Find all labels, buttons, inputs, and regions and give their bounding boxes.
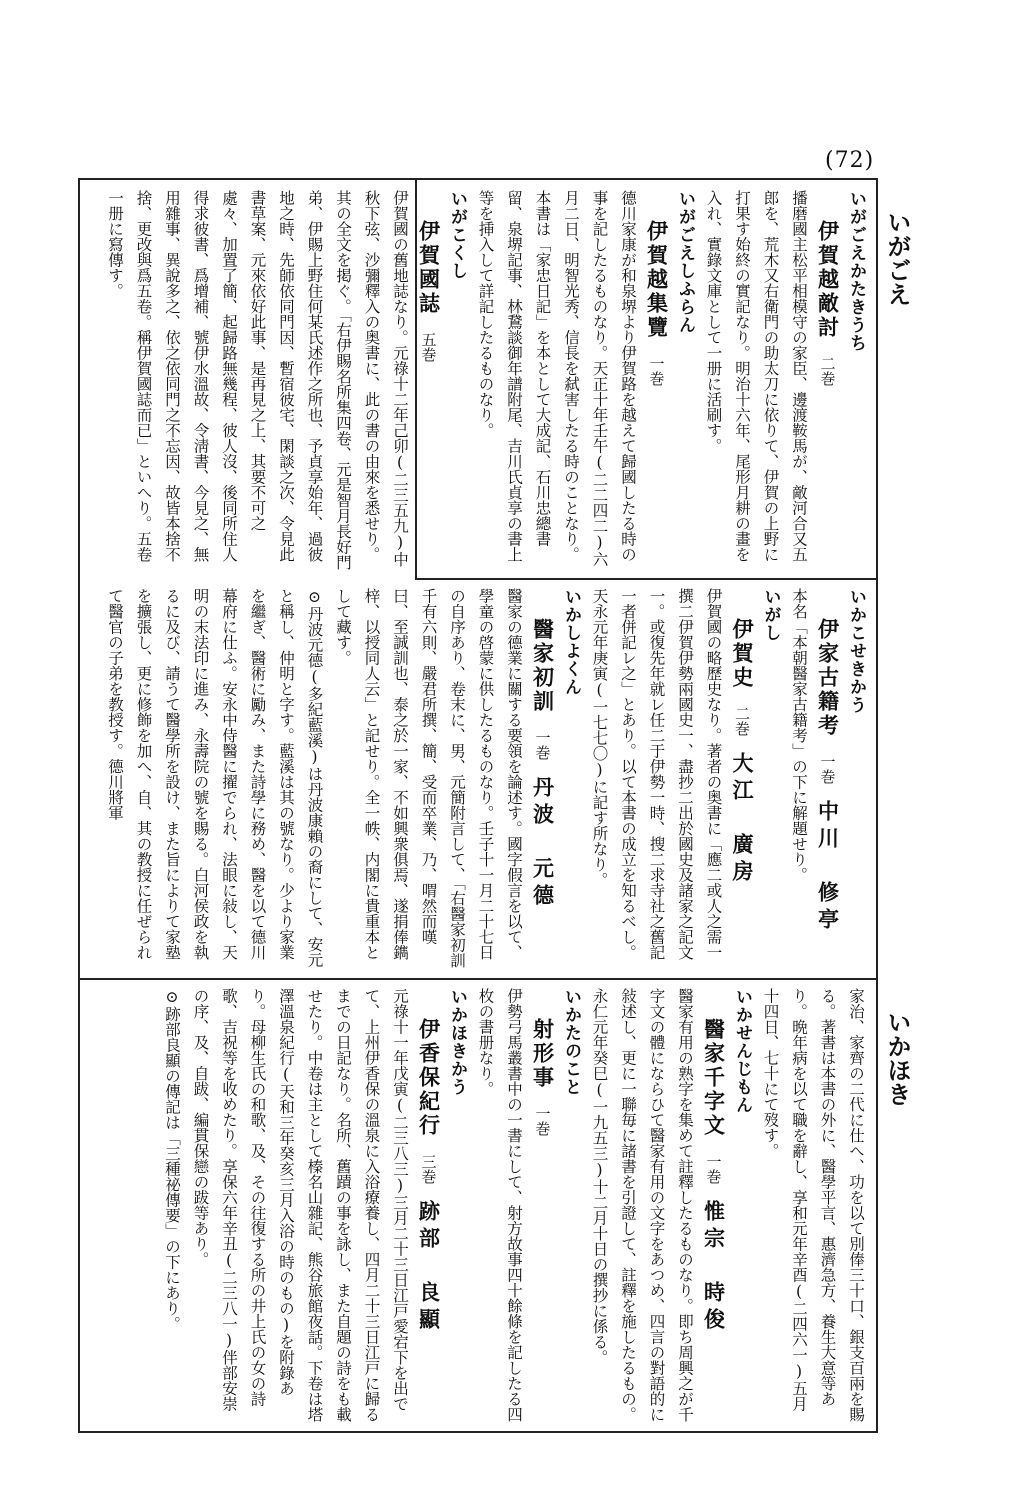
entry-reading: いかせんじもん — [732, 988, 752, 1114]
entry-title: 伊賀越敵討 — [815, 220, 841, 340]
entry-author: 丹波 元德 — [530, 776, 556, 911]
entry-body: 伊賀國の略歷史なり。著者の奥書に「應二或人之需一撰二伊賀伊勢兩國史一、盡抄二出於國史及諸家之記文一。或復先年就レ任二于伊勢一時、搜二求寺社之舊記一者併記レ之」とあり。以て本書の成立を知るべし。天永元年庚寅(一七七〇)に記す所なり。 — [590, 588, 723, 960]
entry-body: 醫家の德業に關する要領を論述す。國字假言を以て、學童の啓蒙に供したるものなり。壬子十一月二十七日の自序あり、卷末に、男、元簡附言して、「右醫家初訓千有六則、嚴君所撰、簡、受而卒業、乃、喟然而嘆曰、至誠訓也、泰之於一家、不如興衆俱焉、遂捐俸鐫梓、以授同人云」と記せり。全一帙、内閣に貴重本として藏す。 — [334, 588, 523, 968]
entry-volumes: 一巻 — [818, 754, 837, 784]
entry — [471, 988, 585, 1424]
entry-volumes: 二巻 — [818, 356, 837, 386]
entry-head — [642, 190, 671, 570]
entry — [101, 588, 586, 970]
entry-reading: いかたのこと — [561, 988, 581, 1096]
entry-reading: いかこせきかう — [846, 588, 866, 714]
entry — [756, 988, 870, 1424]
entry-reading: いかほきかう — [447, 988, 467, 1096]
entry-volumes: 一巻 — [704, 1154, 723, 1184]
block-top-right — [106, 190, 870, 570]
entry-head — [813, 588, 842, 970]
entry-reading: いがごえしふらん — [675, 190, 695, 334]
entry-volumes: 一巻 — [533, 730, 552, 760]
entry-head — [699, 988, 728, 1424]
entry-body: 家治、家齊の二代に仕へ、功を以て別俸三十口、銀支百兩を賜る。著書は本書の外に、醫學平言、惠濟急方、養生大意等あり。晩年病を以て職を辭し、享和元年辛酉(二四六一)五月十四日、七十にて歿す。 — [761, 988, 865, 1422]
entry-body: 本名「本朝醫家古籍考」の下に解題せり。 — [790, 588, 808, 883]
entry-body: 伊賀國の舊地誌なり。元祿十二年己卯(二三五九)中秋下弦、沙彌釋入の奥書に、此の書の由來を悉せり。其の全文を掲ぐ。「右伊賜名所集四卷、元是智月長好門弟、伊賜上野住何某氏述作之所也、予貞享始年、過彼地之時、先師依同門因、暫宿彼宅、閑談之次、令見此書草案、元來依好此事、是再見之上、其要不可之處々、加置了簡、起歸路無幾程、彼人沒、後同所住人得求彼書、爲增補、號伊水溫故、令淸書、今見之、無用雜事、異說多之、依之依同門之不忘因、故皆本捨不捨、更改與爲五卷。稱伊賀國誌而已」といへり。五卷一册に寫傳す。 — [106, 190, 409, 570]
entry-title: 醫家初訓 — [530, 618, 556, 714]
entry-title: 伊香保紀行 — [416, 1018, 442, 1138]
entry — [699, 190, 870, 570]
entry-volumes: 三巻 — [419, 1154, 438, 1184]
entry-author: 跡部 良顯 — [416, 1200, 442, 1335]
entry-reading: いがし — [760, 588, 781, 642]
entry-head — [728, 588, 757, 970]
entry-head — [414, 988, 443, 1424]
entry — [471, 190, 699, 570]
section-label-lower: いかほき — [883, 1010, 912, 1106]
entry-title: 伊賀國誌 — [416, 220, 442, 316]
entry-volumes: 五巻 — [419, 332, 438, 362]
entry-note: ⊙跡部良顯の傳記は「三種祕傳要」の下にあり。 — [163, 988, 181, 1332]
entry-title: 醫家千字文 — [701, 1018, 727, 1138]
entry-body: 播磨國主松平相模守の家臣、邊渡鞍馬が、敵河合又五郎を、荒木又右衛門の助太刀に依りて、伊賀の上野に打果す始終の實記なり。明治十六年、尾形月耕の畫を入れ、實錄文庫として一册に活刷す。 — [704, 190, 808, 562]
entry-author: 中川 修亭 — [815, 800, 841, 935]
entry-body: 醫家有用の熟字を集めて註釋したるものなり。即ち周興之が千字文の體にならひて醫家有用の文字をあつめ、四言の對語的に敍述し、更に一聯毎に諸書を引證して、註釋を施したるもの。永仁元年癸巳(一九五三)十二月十日の撰抄に係る。 — [590, 988, 694, 1422]
entry-body: 伊勢弓馬叢書中の一書にして、射方故事四十餘條を記したる四枚の書册なり。 — [476, 988, 523, 1422]
block-bottom — [88, 988, 870, 1424]
block-top-left — [88, 190, 410, 570]
entry-volumes: 二巻 — [733, 706, 751, 736]
entry-head — [528, 588, 557, 970]
section-label-upper: いがごえ — [883, 210, 912, 306]
row-divider-upper — [415, 578, 878, 580]
entry — [158, 988, 472, 1424]
entry — [785, 588, 871, 970]
entry-body: 德川家康が和泉堺より伊賀路を越えて歸國したる時の事を記したるものなり。天正十年壬午(二二四二)六月二日、明智光秀、信長を弑害したる時のことなり。本書は「家忠日記」を本として大成記、石川忠總書留、泉堺記事、林鵞談御年譜附尾、吉川氏貞享の書上等を挿入して詳記したるものなり。 — [476, 190, 637, 567]
entry — [585, 988, 756, 1424]
block-middle — [88, 588, 870, 970]
entry-reading: いかしよくん — [561, 588, 581, 696]
entry-title: 伊賀越集覽 — [644, 220, 670, 340]
entry-head — [528, 988, 557, 1424]
entry-author: 大江 廣房 — [730, 752, 755, 887]
entry-reading: いがごえかたきうち — [846, 190, 866, 352]
entry — [585, 588, 785, 970]
entry-author: 惟宗 時俊 — [701, 1200, 727, 1335]
entry-body: 元祿十一年戊寅(二三八三)三月二十三日江戸愛宕下を出でて、上州伊香保の溫泉に入浴療養し、四月二十三日江戸に歸るまでの日記なり。名所、舊蹟の事を詠し、また自題の詩をも載せたり。中卷は主として榛名山雜記、熊谷旅館夜話。下卷は塔澤溫泉紀行(天和三年癸亥三月入浴の時のもの)を附錄あり。母柳生氏の和歌、及、その往復する所の井上氏の女の詩歌、吉祝等を收めたり。享保六年辛丑(二三八一)伴部安崇の序、及、自跋、編貫保戀の跋等あり。 — [191, 988, 409, 1422]
row-divider-lower — [78, 978, 878, 980]
entry-head — [813, 190, 842, 570]
entry-title: 伊賀史 — [730, 618, 755, 690]
entry-title: 射形事 — [530, 1018, 556, 1090]
entry-volumes: 一巻 — [647, 356, 666, 386]
entry-note: ⊙丹波元德(多紀藍溪)は丹波康賴の裔にして、安元と稱し、仲明と字す。藍溪は其の號なり。少より家業を繼ぎ、醫術に勵み、また詩學に務め、醫を以て德川幕府に仕ふ。安永中侍醫に擢でられ、法眼に敍し、天明の末法印に進み、永壽院の號を賜る。白河侯政を執るに及び、請うて醫學所を設け、また旨によりて家塾を擴張し、更に修飾を加へ、自、其の教授に任ぜられて醫官の子弟を教授す。德川將軍 — [106, 588, 324, 968]
entry-title: 伊家古籍考 — [815, 618, 841, 738]
entry-volumes: 一巻 — [533, 1106, 552, 1136]
entry-head — [414, 190, 443, 570]
entry-reading: いがこくし — [447, 190, 467, 280]
page-number: (72) — [825, 148, 875, 173]
